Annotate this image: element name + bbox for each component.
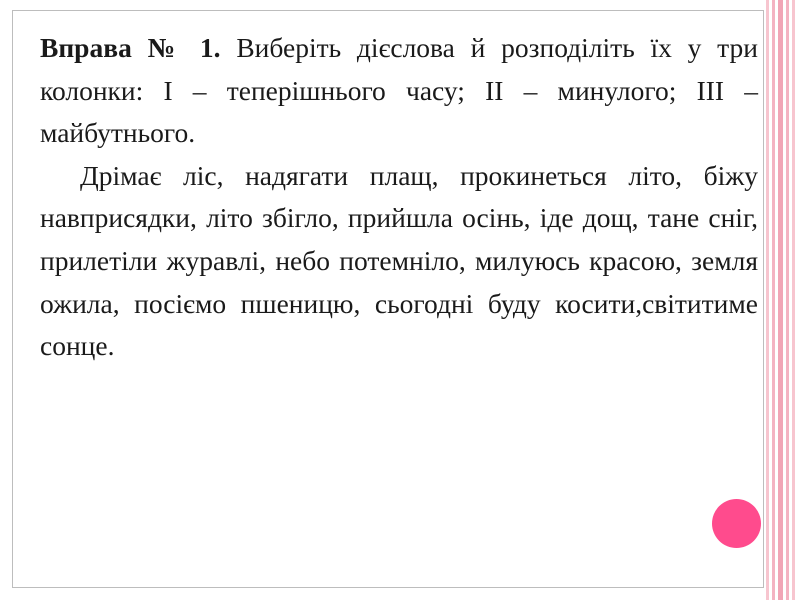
stripe	[778, 0, 783, 600]
stripe	[772, 0, 775, 600]
exercise-title: Вправа № 1.	[40, 32, 221, 63]
exercise-instruction: Виберіть дієслова й розподіліть їх у три колонки: І – теперішнього часу; ІІ – минулого; ІІІ – майбутнього.	[40, 32, 759, 149]
decorative-stripes	[764, 0, 800, 600]
stripe	[786, 0, 789, 600]
stripe	[766, 0, 769, 600]
exercise-instruction-paragraph	[40, 27, 758, 155]
stripe	[792, 0, 795, 600]
exercise-content	[40, 27, 758, 368]
decorative-circle	[712, 499, 761, 548]
exercise-sentences: Дрімає ліс, надягати плащ, прокинеться літо, біжу навприсядки, літо збігло, прийшла осінь, іде дощ, тане сніг, прилетіли журавлі, небо потемніло, милуюсь красою, земля ожила, посіємо пшеницю, сьогодні буду косити,світитиме сонце.	[40, 159, 758, 362]
